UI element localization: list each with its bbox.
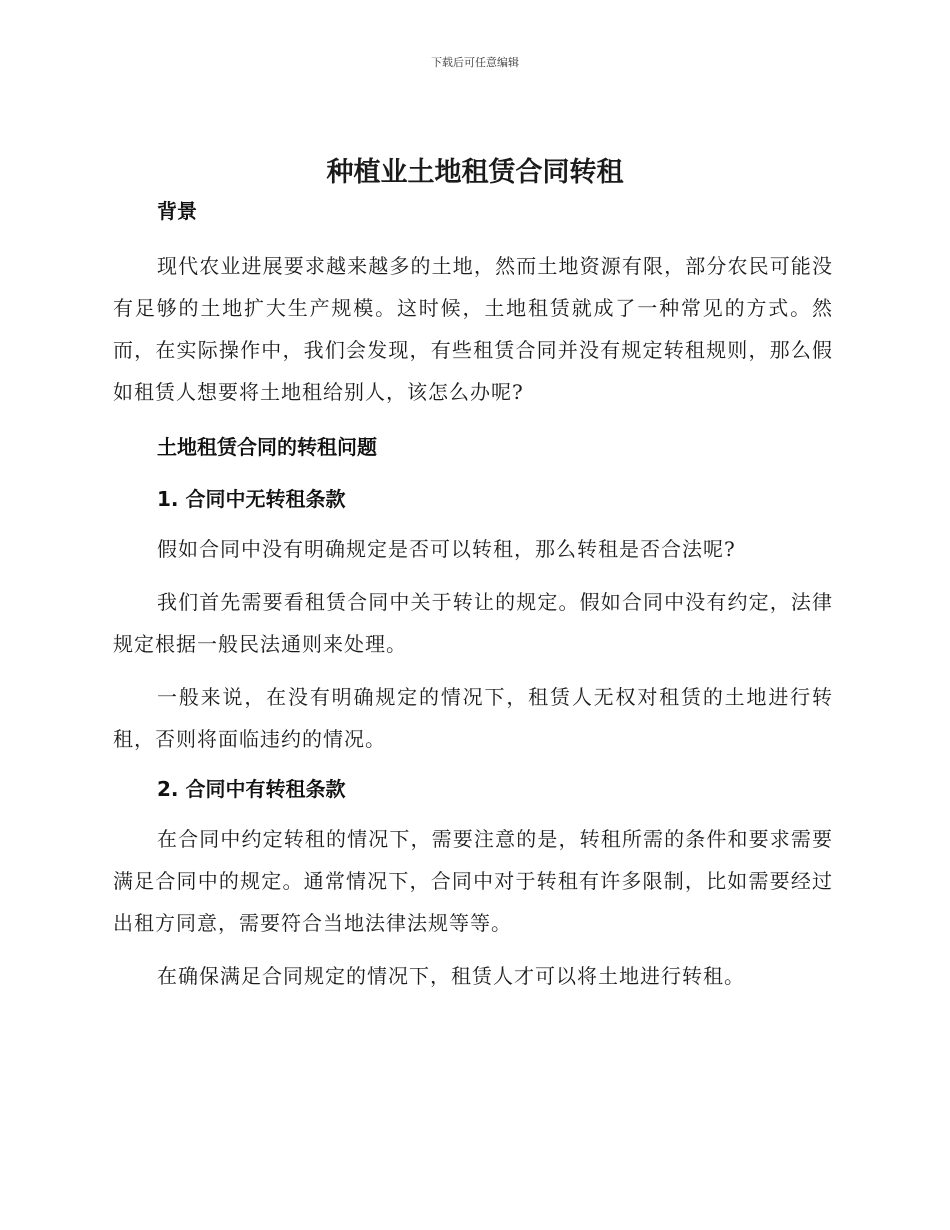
issue-heading: 土地租赁合同的转租问题 (157, 435, 377, 459)
case2-paragraph-1: 在合同中约定转租的情况下，需要注意的是，转租所需的条件和要求需要满足合同中的规定。通常情况下，合同中对于转租有许多限制，比如需要经过出租方同意，需要符合当地法律法规等等。 (113, 827, 833, 935)
case1-paragraph-3: 一般来说，在没有明确规定的情况下，租赁人无权对租赁的土地进行转租，否则将面临违约的情况。 (113, 685, 833, 751)
background-paragraph: 现代农业进展要求越来越多的土地，然而土地资源有限，部分农民可能没有足够的土地扩大生产规模。这时候，土地租赁就成了一种常见的方式。然而，在实际操作中，我们会发现，有些租赁合同并没有规定转租规则，那么假如租赁人想要将土地租给别人，该怎么办呢? (113, 254, 833, 404)
case1-heading: 1. 合同中无转租条款 (157, 487, 346, 511)
document-title: 种植业土地租赁合同转租 (326, 157, 624, 188)
case2-paragraph-2: 在确保满足合同规定的情况下，租赁人才可以将土地进行转租。 (157, 964, 745, 988)
header-note: 下载后可任意编辑 (431, 56, 519, 69)
case1-paragraph-2: 我们首先需要看租赁合同中关于转让的规定。假如合同中没有约定，法律规定根据一般民法通则来处理。 (113, 590, 833, 656)
case2-heading: 2. 合同中有转租条款 (157, 777, 346, 801)
case1-paragraph-1: 假如合同中没有明确规定是否可以转租，那么转租是否合法呢? (157, 537, 736, 561)
background-heading: 背景 (157, 199, 197, 223)
document-body (113, 193, 833, 997)
